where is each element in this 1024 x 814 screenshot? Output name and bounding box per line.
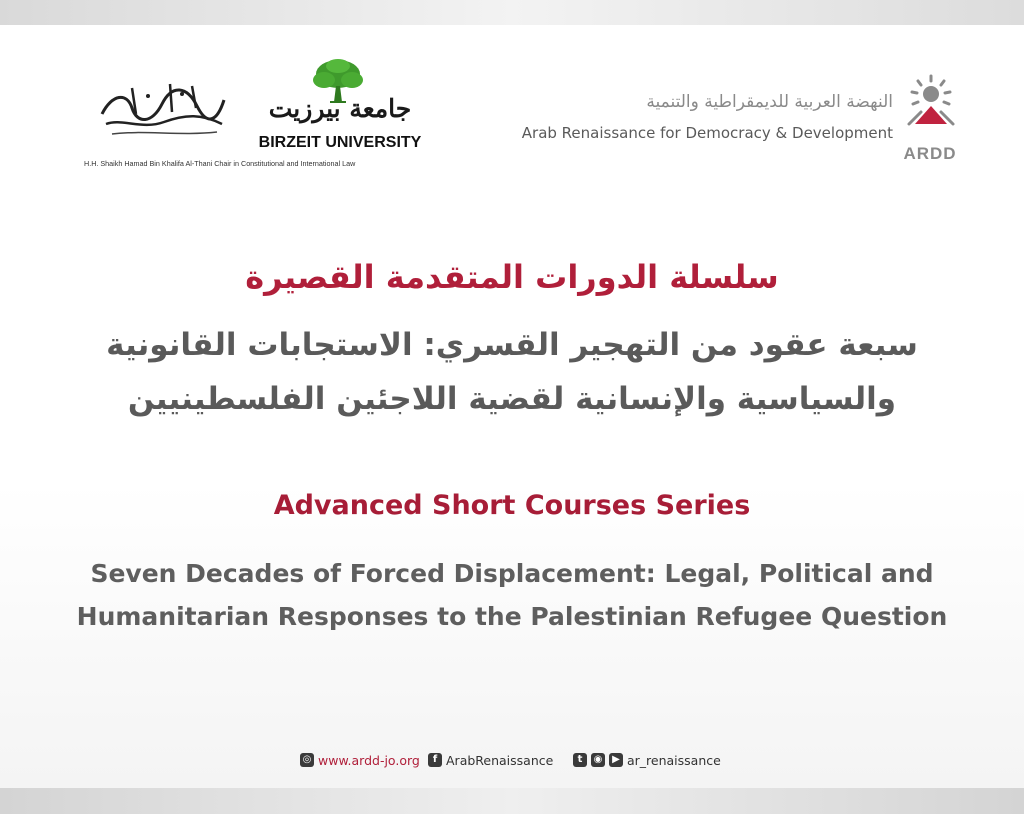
- youtube-icon: ▶: [609, 753, 623, 767]
- english-course-title-line-1: Seven Decades of Forced Displacement: Legal, Political and: [90, 559, 934, 588]
- english-series-title: Advanced Short Courses Series: [273, 490, 751, 521]
- ardd-wordmark: ARDD: [903, 144, 957, 163]
- globe-icon: ◎: [300, 753, 314, 767]
- footer-contacts: [300, 748, 730, 772]
- arabic-course-title: [60, 318, 964, 426]
- english-course-title: [20, 552, 1004, 638]
- facebook-link[interactable]: [428, 748, 553, 772]
- english-course-title-line-2: Humanitarian Responses to the Palestinian Refugee Question: [76, 602, 948, 631]
- website-link[interactable]: [300, 748, 420, 772]
- bottom-band: [0, 788, 1024, 814]
- birzeit-arabic-name: جامعة بيرزيت: [268, 94, 412, 123]
- ardd-sun-emblem-icon: [901, 72, 961, 132]
- hamad-calligraphy-signature: [92, 74, 232, 140]
- twitter-icon: t: [573, 753, 587, 767]
- arabic-course-title-line-1: سبعة عقود من التهجير القسري: الاستجابات القانونية: [106, 327, 918, 363]
- birzeit-english-name: BIRZEIT UNIVERSITY: [258, 134, 422, 151]
- ardd-english-name: Arab Renaissance for Democracy & Development: [521, 124, 893, 142]
- arabic-course-title-line-2: والسياسية والإنسانية لقضية اللاجئين الفلسطينيين: [127, 381, 897, 417]
- arabic-series-title: سلسلة الدورات المتقدمة القصيرة: [245, 258, 779, 296]
- birzeit-university-logo: [236, 58, 441, 158]
- facebook-icon: f: [428, 753, 442, 767]
- top-band: [0, 0, 1024, 25]
- facebook-text: ArabRenaissance: [446, 752, 554, 768]
- ardd-logo: [490, 62, 965, 172]
- instagram-icon: ◉: [591, 753, 605, 767]
- website-text: www.ardd-jo.org: [318, 752, 420, 768]
- social-handle-link[interactable]: [573, 748, 721, 772]
- hamad-chair-caption: H.H. Shaikh Hamad Bin Khalifa Al-Thani Chair in Constitutional and International Law: [84, 159, 356, 168]
- social-handle-text: ar_renaissance: [627, 752, 721, 768]
- ardd-arabic-name: النهضة العربية للديمقراطية والتنمية: [646, 92, 893, 112]
